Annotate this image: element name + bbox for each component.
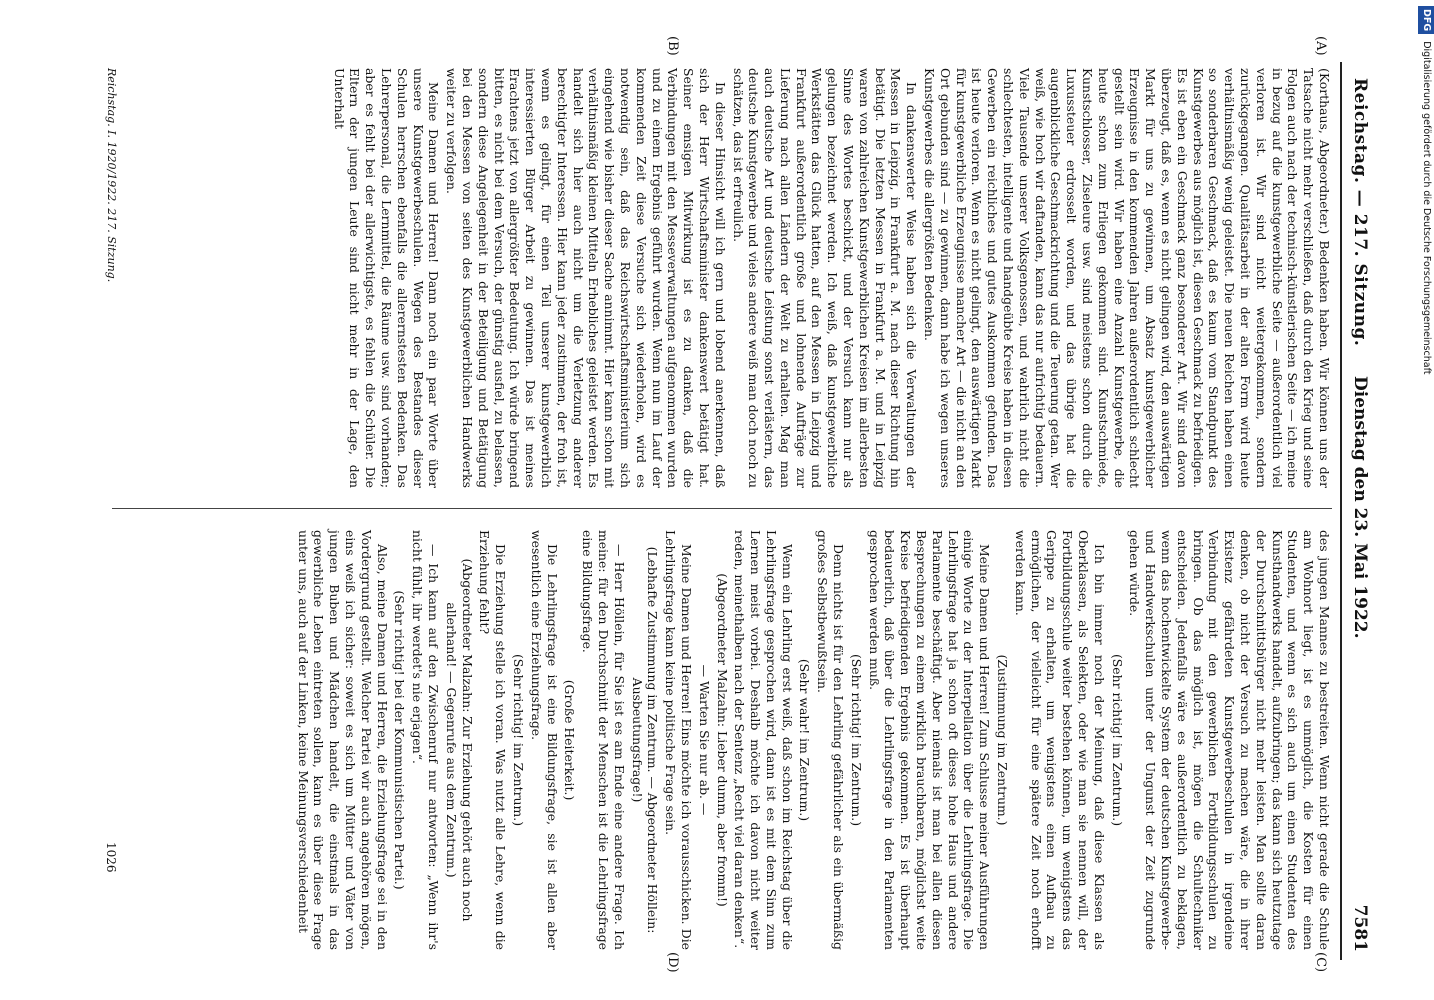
paragraph: Also, meine Damen und Herren, die Erziehungsfrage sei in den Vordergrund gestellt. Welcher Partei wir auch angehören mögen, eins weiß ich sicher: soweit es sich um Mütter und Väter von jungen Buben und Mädchen handelt, die einstmals in das gewerbliche Leben eintreten sollen, kann es über diese Frage unter uns, auch auf der Linken, keine Meinungsverschiedenheit xyxy=(295,530,390,950)
header-rule xyxy=(1340,62,1342,960)
header-left: Reichstag. — 217. Sitzung. xyxy=(1350,78,1370,347)
paragraph: (Korthaus, Abgeordneter.) Bedenken haben. Wir können uns der Tatsache nicht mehr verschließen, daß durch den Krieg und seine Folgen auch nach der technisch-künstlerischen Seite — ich meine in bezug auf die kunstgewerbliche Seite — außerordentlich viel verloren ist. Wir sind nicht weitergekommen, sondern zurückgegangen. Qualitätsarbeit in der alten Form wird heute verhältnismäßig wenig geleistet. Die neuen Reichen haben einen so sonderbaren Geschmack, daß es kaum vom Standpunkt des Kunstgewerbes aus möglich ist, diesen Geschmack zu befriedigen. Es ist eben ein Geschmack ganz besonderer Art. Wir sind davon überzeugt, daß es, wenn es nicht gelingen wird, den auswärtigen Markt für uns zu gewinnen, um Absatz kunstgewerblicher Erzeugnisse in den kommenden Jahren außerordentlich schlecht gestellt sein wird. Wir haben eine Anzahl Kunstgewerbe, die heute schon zum Erliegen gekommen sind. Kunstschmiede, Kunstschlosser, Ziseleure usw. sind meistens schon durch die Luxussteuer erdrosselt worden, und das übrige hat die augenblickliche Geschmackrichtung und die Teuerung getan. Wer weiß, wie hoch wir daftanden, kann das nur aufrichtig bedauern. Viele Tausende unserer Volksgenossen, und wahrlich nicht die schlechtesten, intelligente und handgeübte Kreise haben in diesen Gewerben ein reichliches und gutes Auskommen gefunden. Das ist heute verloren. Wenn es nicht gelingt, den auswärtigen Markt für kunstgewerbliche Erzeugnisse mancher Art — die nicht an den Ort gebunden sind — zu gewinnen, dann habe ich wegen unseres Kunstgewerbes die allergrößten Bedenken. xyxy=(922,68,1332,488)
page-number: 7581 xyxy=(1350,904,1370,952)
paragraph: Meine Damen und Herren! Eins möchte ich vorausschicken. Die Lehrlingsfrage kann keine politische Frage sein. xyxy=(663,530,694,950)
page-footer: Reichstag. I. 1920/1922. 217. Sitzung. xyxy=(105,68,118,283)
interjection: (Sehr richtig! im Zentrum.) xyxy=(1109,653,1125,827)
paragraph: Denn nichts ist für den Lehrling gefährlicher als ein übermäßig großes Selbstbewußtsein. xyxy=(815,530,847,950)
paragraph: Die Erziehung stelle ich voran. Was nutzt alle Lehre, wenn die Erziehung fehlt? xyxy=(477,530,509,950)
dfg-logo: DFG xyxy=(1418,6,1434,34)
paragraph: Meine Damen und Herren! Dann noch ein paar Worte über unsere Kunstgewerbeschulen. Wegen des Bestandes dieser Schulen herrschen ebenfalls die allerernstesten Bedenken. Das Lehrerpersonal, die Lernmittel, die Räume usw. sind vorhanden; aber es fehlt bei der allerwichtigste, es fehlen die Schüler. Die Eltern der jungen Leute sind nicht mehr in der Lage, den Unterhalt xyxy=(331,68,442,488)
paragraph: Meine Damen und Herren! Zum Schlusse meiner Ausführungen einige Worte zu der Interpellation über die Lehrlingsfrage. Die Lehrlingsfrage hat ja schon oft dieses hohe Haus und andere Parlamente beschäftigt. Aber niemals ist man bei allen diesen Besprechungen zu einem wirklich brauchbaren, möglichst weite Kreise befriedigenden Ergebnis gekommen. Es ist überhaupt bedauerlich, daß über die Lehrlingsfrage in den Parlamenten gesprochen werden muß. xyxy=(866,530,993,950)
interjection: (Abgeordneter Malzahn: Zur Erziehung gehört auch noch allerhand! — Gegenrufe aus dem Zentrum.) xyxy=(443,558,475,922)
interjection: (Große Heiterkeit.) xyxy=(562,679,578,801)
paragraph: Die Lehrlingsfrage ist eine Bildungsfrage, sie ist allen aber wesentlich eine Erziehungsfrage. xyxy=(528,530,560,950)
paragraph: — Warten Sie nur ab. — xyxy=(696,664,712,816)
left-column xyxy=(329,68,1332,488)
right-column xyxy=(293,530,1332,950)
interjection: (Sehr richtig! bei der Kommunistischen Partei.) xyxy=(392,590,408,890)
sheet-code: 1026 xyxy=(104,842,118,873)
paragraph: — Ich kann auf den Zwischenruf nur antworten: „Wenn ihr's nicht fühlt, ihr werdet's nie erjagen“. xyxy=(410,530,441,950)
marker-a: (A) xyxy=(1313,36,1328,56)
rotated-page xyxy=(64,22,1380,980)
interjection: (Sehr wahr! im Zentrum.) xyxy=(797,658,813,822)
paragraph: In dankenswerter Weise haben sich die Verwaltungen der Messen in Leipzig, in Frankfurt a. M. nach dieser Richtung hin betätigt. Die letzten Messen in Frankfurt a. M. und in Leipzig waren von zahlreichen Kunstgewerblichen Kreisen im allerbesten Sinne des Wortes beschickt, und der Versuch kann nur als gelungen bezeichnet werden. Ich weiß, daß kunstgewerbliche Werkstätten das Glück hatten, auf den Messen in Leipzig und Frankfurt außerordentlich große und lohnende Aufträge zur Lieferung nach allen Ländern der Welt zu erhalten. Mag man auch deutsche Art und deutsche Leistung sonst verlästern, das deutsche Kunstgewerbe und vieles andere weiß man doch noch zu schätzen, das ist erfreulich. xyxy=(730,68,920,488)
dfg-side-note xyxy=(1418,6,1434,994)
paragraph: Ich bin immer noch der Meinung, daß diese Klassen als Oberklassen, als Selekten, oder wie man sie nennen will, der Fortbildungsschule weiter bestehen können, um wenigstens das Gerippe zu erhalten, um wenigstens einen Aufbau zu ermöglichen, der vielleicht für eine spätere Zeit noch erhofft werden kann. xyxy=(1012,530,1107,950)
interjection: (Sehr richtig! im Zentrum.) xyxy=(510,653,526,827)
header-date: Dienstag den 23. Mai 1922. xyxy=(1350,376,1370,639)
marker-d: (D) xyxy=(665,952,680,973)
interjection: (Zustimmung im Zentrum.) xyxy=(995,654,1011,826)
interjection: (Abgeordneter Malzahn: Lieber dumm, aber fromm!) xyxy=(714,573,730,907)
marker-b: (B) xyxy=(665,36,680,56)
interjection: (Sehr richtig! im Zentrum.) xyxy=(848,653,864,827)
interjection: (Lebhafte Zustimmung im Zentrum. — Abgeordneter Höllein: Ausbeutungsfrage!) xyxy=(629,546,661,934)
paragraph: des jungen Mannes zu bestreiten. Wenn nicht gerade die Schule am Wohnort liegt, ist es unmöglich, die Kosten für einen Studenten, und wenn es sich auch um einen Studenten des Kunsthandwerks handelt, aufzubringen; das kann sich heutzutage der Durchschnittsbürger nicht mehr leisten. Man sollte daran denken, ob nicht der Versuch zu machen wäre, die in ihrer Existenz gefährdeten Kunstgewerbeschulen in irgendeine Verbindung mit den gewerblichen Fortbildungsschulen zu bringen. Ob das möglich ist, mögen die Schultechniker entscheiden. Jedenfalls wäre es außerordentlich zu beklagen, wenn das hochentwickelte System der deutschen Kunstgewerbe- und Handwerkschulen unter der Ungunst der Zeit zugrunde gehen würde. xyxy=(1127,530,1332,950)
marker-c: (C) xyxy=(1313,952,1328,973)
column-separator xyxy=(112,508,1332,509)
paragraph: Wenn ein Lehrling erst weiß, daß schon im Reichstag über die Lehrlingsfrage gesprochen wird, dann ist es mit dem Sinn zum Lernen meist vorbei. Deshalb möchte ich davon nicht weiter reden, meinethalben nach der Sentenz „Recht viel daran denken“. xyxy=(732,530,795,950)
digitization-credit: Digitalisierung gefördert durch die Deutsche Forschungsgemeinschaft xyxy=(1421,41,1432,375)
paragraph: — Herr Höllein, für Sie ist es am Ende eine andere Frage. Ich meine: für den Durchschnitt der Menschen ist die Lehrlingsfrage eine Bildungsfrage. xyxy=(580,530,627,950)
paragraph: In dieser Hinsicht will ich gern und lobend anerkennen, daß sich der Herr Wirtschaftsminister dankenswert betätigt hat. Seiner emsigen Mitwirkung ist es zu danken, daß die Verbindungen mit den Messeverwaltungen aufgenommen wurden und zu einem Ergebnis geführt wurden. Wenn nun im Lauf der kommenden Zeit diese Versuche sich wiederholen, wird es notwendig sein, daß das Reichswirtschaftsministerium sich eingehend wie bisher dieser Sache annimmt. Hier kann schon mit verhältnismäßig kleinen Mitteln Erhebliches geleistet werden. Es handelt sich hier auch nicht um die Verletzung anderer berechtigter Interessen. Hier kann jeder zustimmen, der froh ist, wenn es gelingt, für einen Teil unserer kunstgewerblich interessierten Bürger Arbeit zu gewinnen. Das ist meines Erachtens jetzt von allergrößter Bedeutung. Ich würde bringend bitten, es nicht bei dem Versuch, der günstig ausfiel, zu belassen, sondern diese Angelegenheit in der Beteiligung und Betätigung bei den Messen von seiten des Kunstgewerblichen Handwerks weiter zu verfolgen. xyxy=(444,68,728,488)
page-header xyxy=(1340,46,1380,960)
